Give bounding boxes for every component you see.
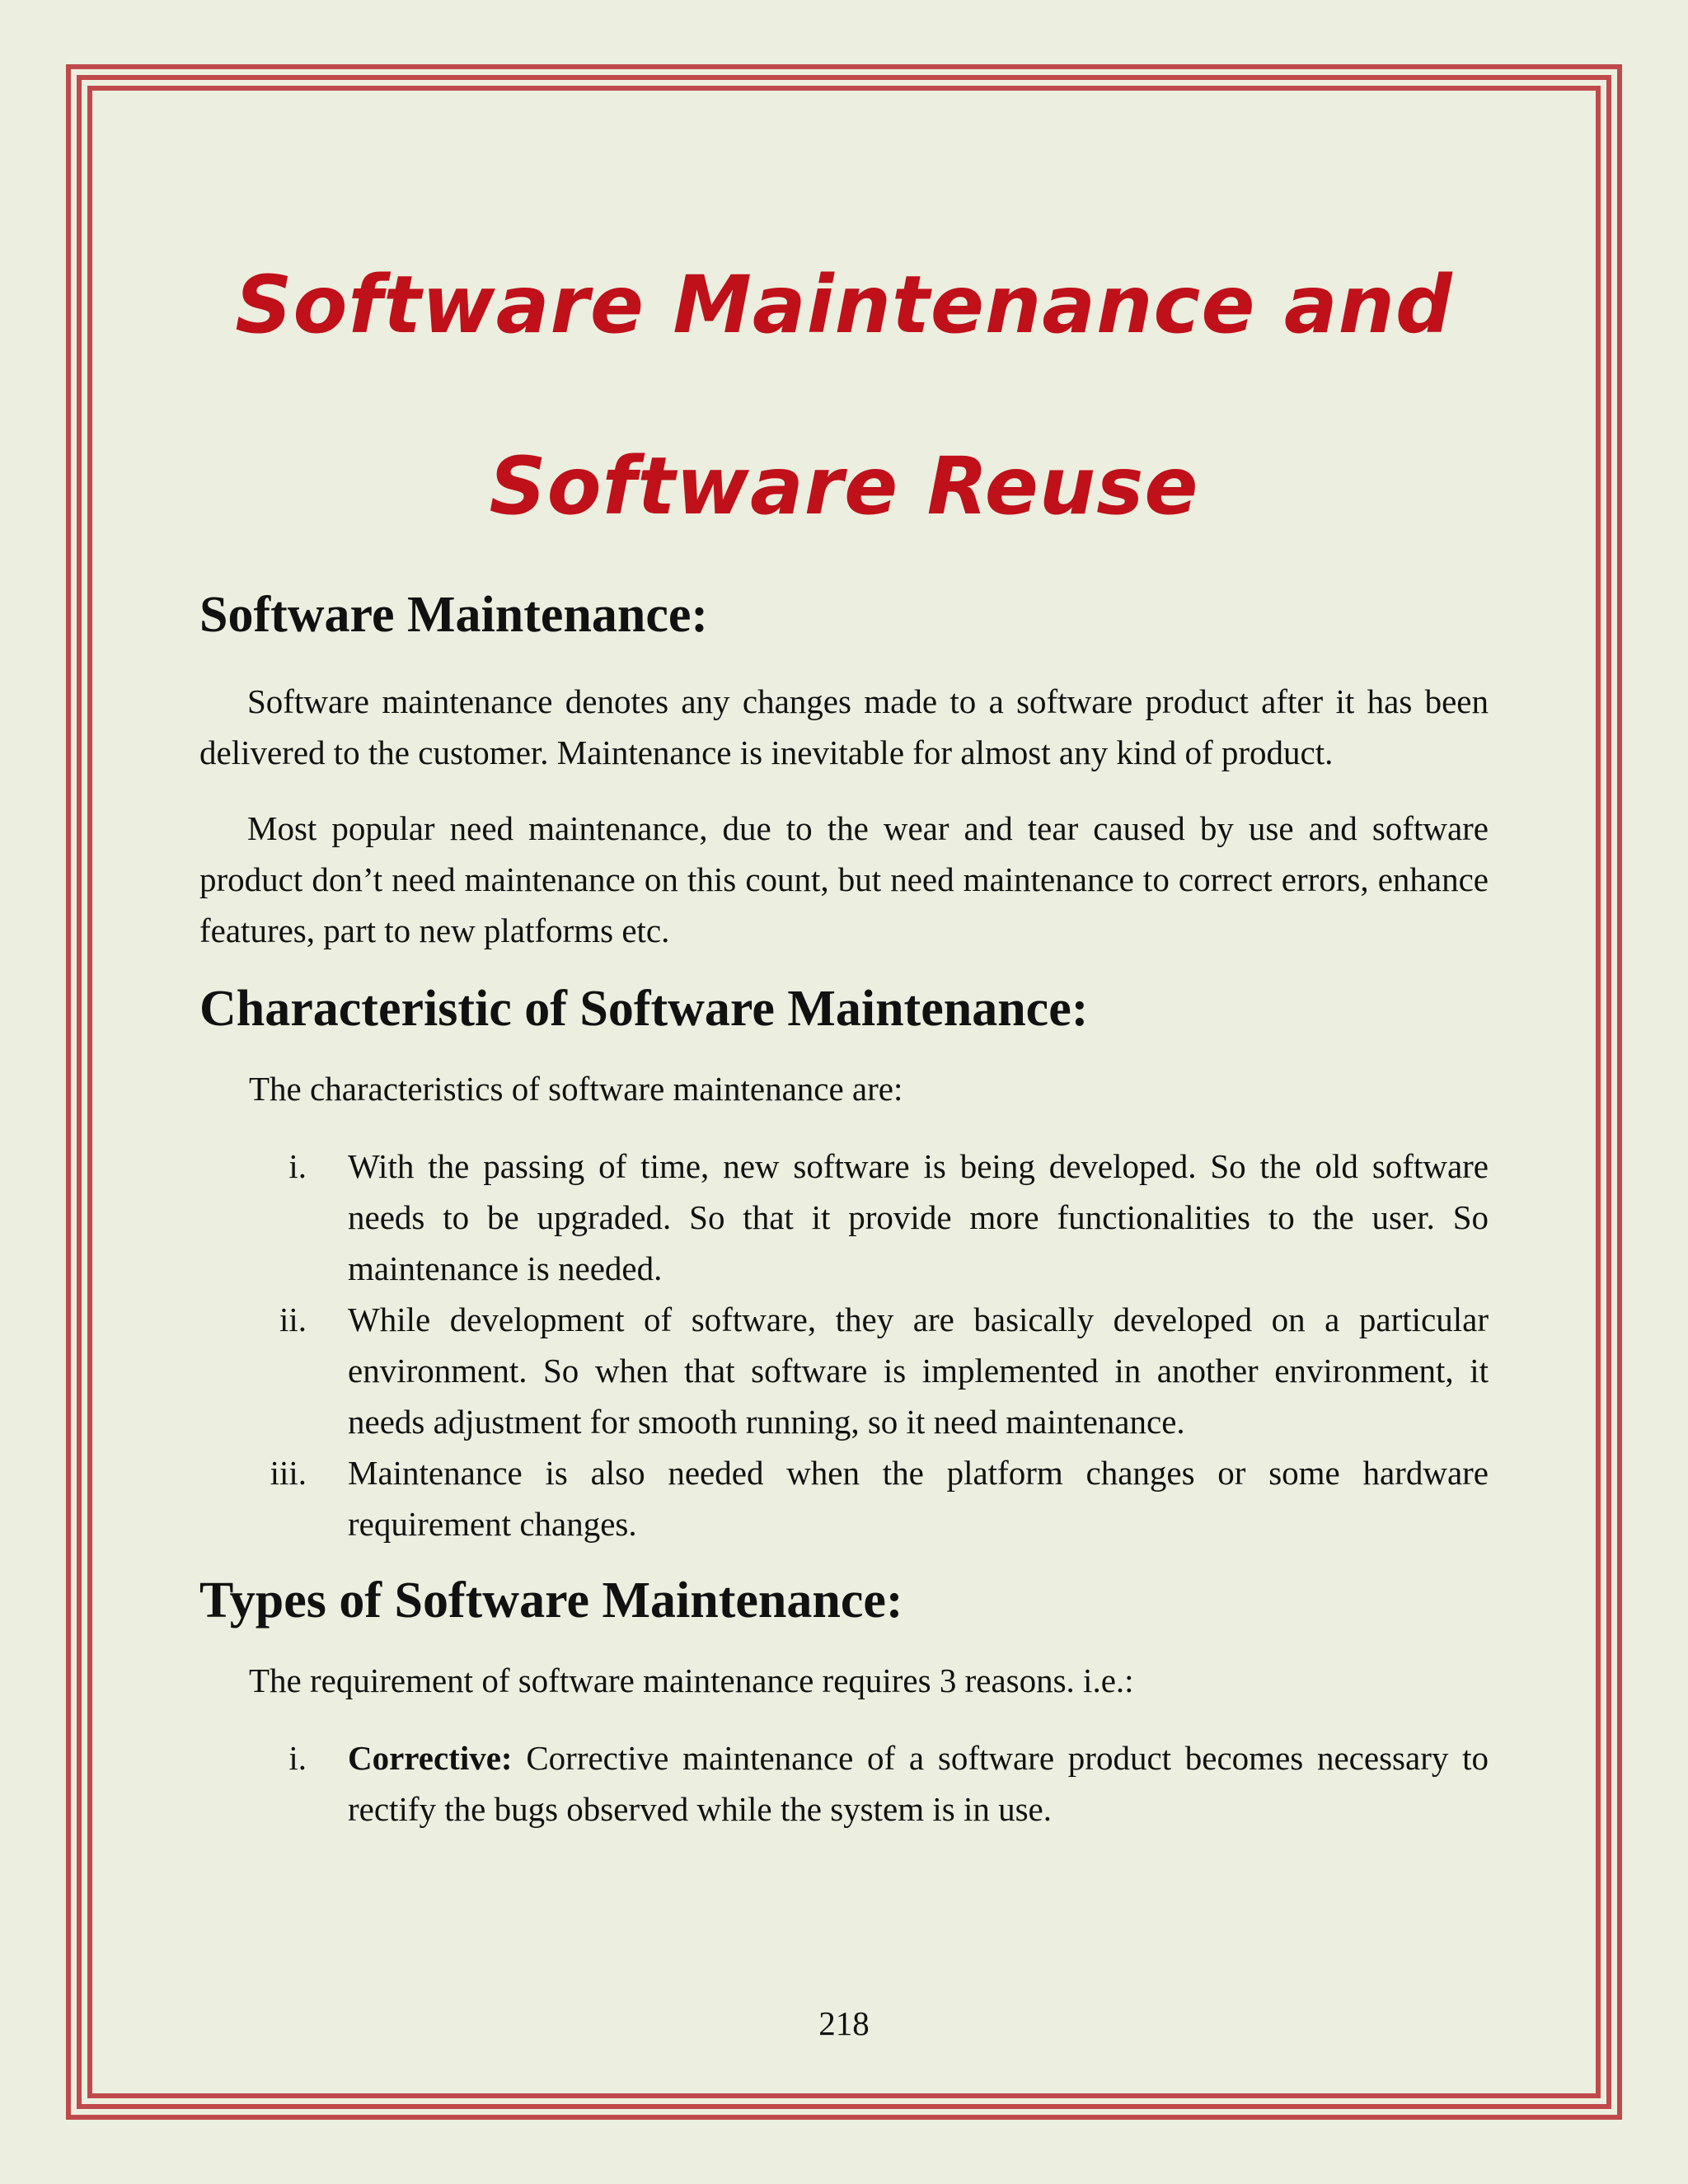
list-item <box>199 1141 1489 1294</box>
list-item <box>199 1294 1489 1447</box>
list-item <box>199 1732 1489 1835</box>
types-list <box>199 1732 1489 1835</box>
characteristics-intro: The characteristics of software maintenance are: <box>249 1070 903 1108</box>
list-numeral: i. <box>288 1147 307 1185</box>
list-numeral: i. <box>288 1739 307 1777</box>
page-title-line-1: Software Maintenance and <box>235 259 1453 351</box>
page-title-line-2: Software Reuse <box>489 440 1199 532</box>
list-numeral: iii. <box>270 1454 307 1492</box>
list-numeral: ii. <box>279 1301 307 1338</box>
section-heading-types: Types of Software Maintenance: <box>199 1572 903 1629</box>
list-item-term: Corrective: <box>348 1739 513 1777</box>
types-intro: The requirement of software maintenance requires 3 reasons. i.e.: <box>249 1661 1134 1699</box>
section-heading-software-maintenance: Software Maintenance: <box>199 587 709 643</box>
list-item-text: While development of software, they are basically developed on a particular environment. So when that software is implemented in another environment, it needs adjustment for smooth running, so it need maintenance. <box>348 1301 1489 1441</box>
page-number: 218 <box>818 2004 870 2042</box>
list-item-text: Corrective maintenance of a software product becomes necessary to rectify the bugs observed while the system is in use. <box>348 1739 1489 1828</box>
section-heading-characteristics: Characteristic of Software Maintenance: <box>199 981 1089 1037</box>
paragraph-need: Most popular need maintenance, due to the wear and tear caused by use and software product don’t need maintenance on this count, but need maintenance to correct errors, enhance features, part to new platforms etc. <box>199 809 1489 949</box>
paragraph-definition: Software maintenance denotes any changes made to a software product after it has been delivered to the customer. Maintenance is inevitable for almost any kind of product. <box>199 682 1489 771</box>
characteristics-list <box>199 1141 1489 1549</box>
list-item-text: With the passing of time, new software is being developed. So the old software needs to be upgraded. So that it provide more functionalities to the user. So maintenance is needed. <box>348 1147 1489 1287</box>
list-item <box>199 1447 1489 1549</box>
list-item-text: Maintenance is also needed when the platform changes or some hardware requirement changes. <box>348 1454 1489 1543</box>
page-title <box>199 214 1489 577</box>
page-content <box>199 214 1489 1835</box>
